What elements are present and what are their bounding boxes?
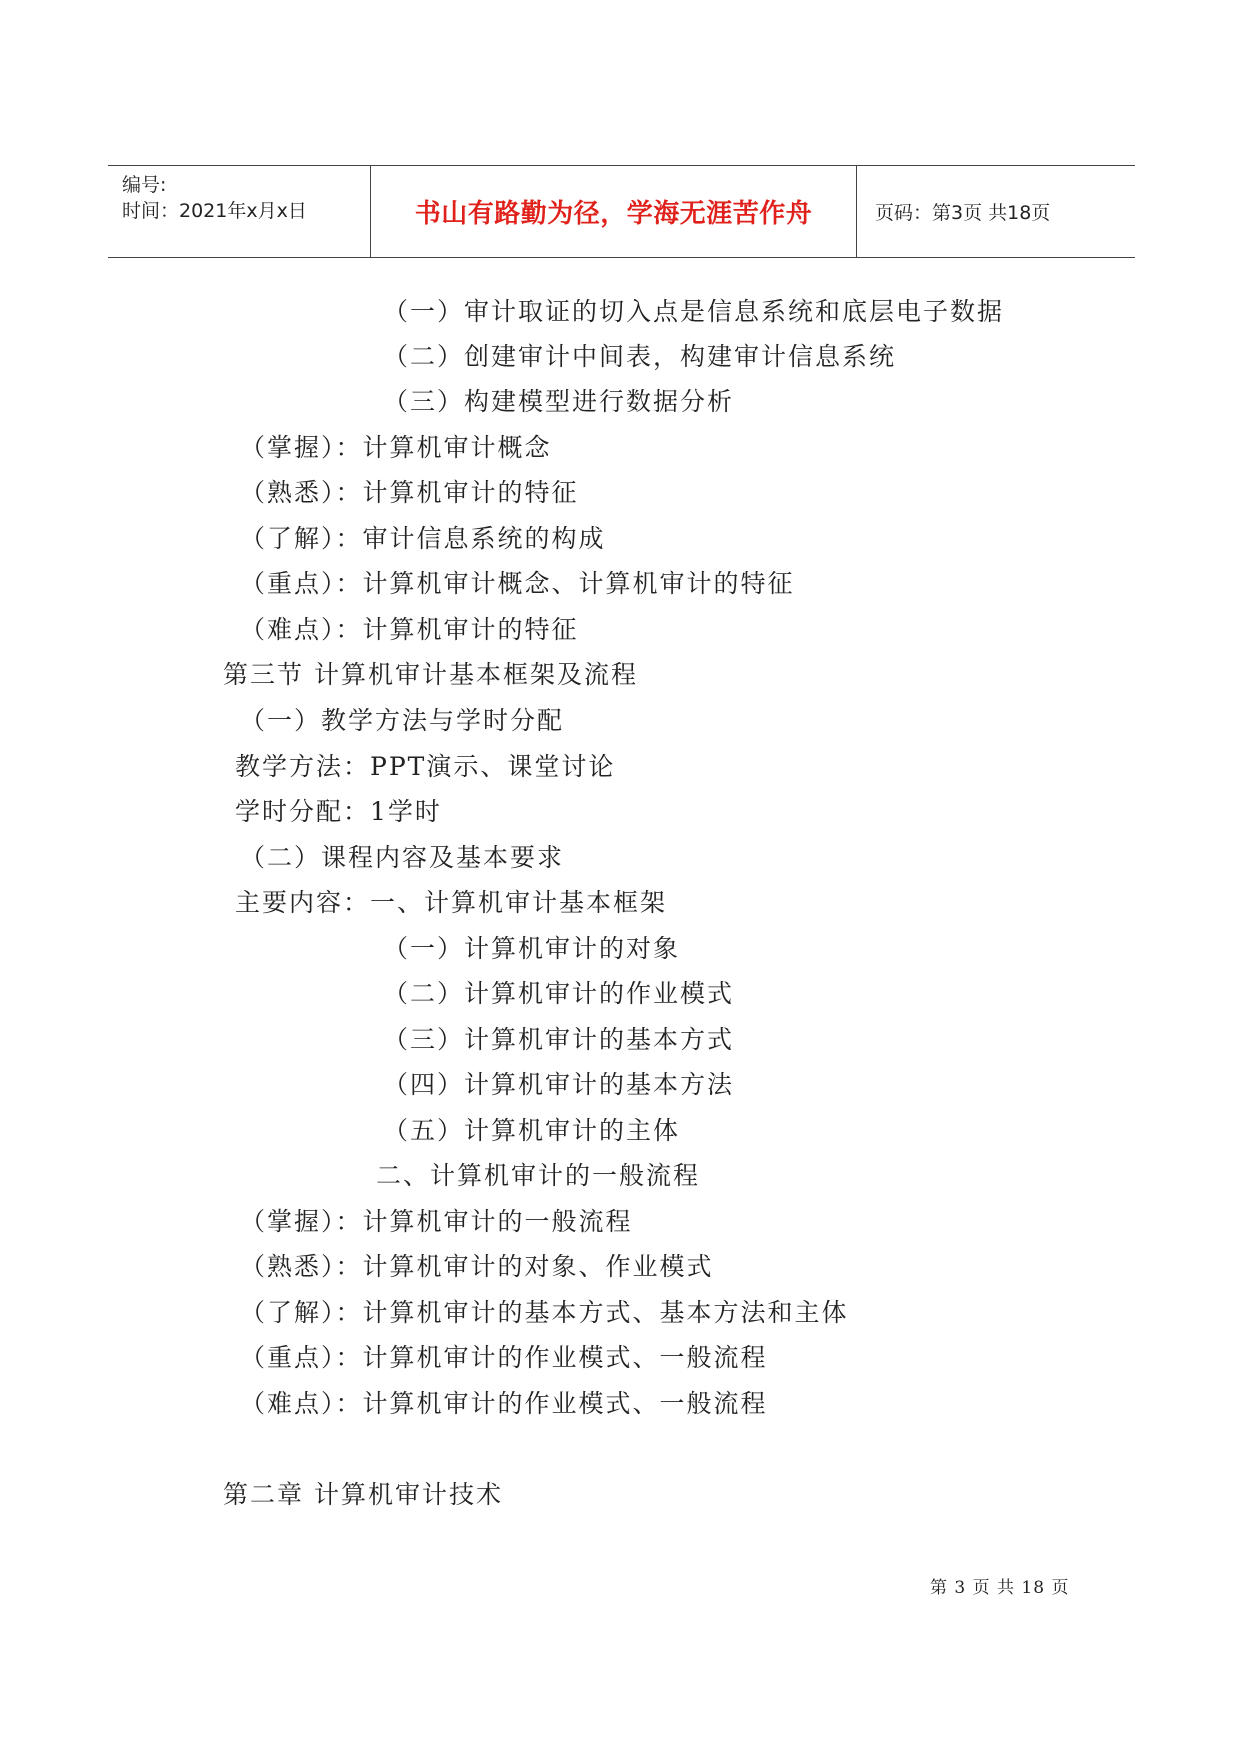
- content-line: （掌握）：计算机审计概念: [240, 433, 552, 462]
- content-line: （重点）：计算机审计的作业模式、一般流程: [240, 1343, 768, 1372]
- content-line: （三）构建模型进行数据分析: [383, 387, 735, 416]
- content-line: （二）计算机审计的作业模式: [383, 979, 735, 1008]
- content-line: （四）计算机审计的基本方法: [383, 1070, 735, 1099]
- content-line: （五）计算机审计的主体: [383, 1116, 681, 1145]
- content-line: （掌握）：计算机审计的一般流程: [240, 1207, 633, 1236]
- content-line: 二、计算机审计的一般流程: [376, 1161, 701, 1190]
- content-line: （了解）：审计信息系统的构成: [240, 524, 606, 553]
- content-line: （熟悉）：计算机审计的对象、作业模式: [240, 1252, 714, 1281]
- content-line: 主要内容：一、计算机审计基本框架: [235, 888, 668, 917]
- content-line: （一）计算机审计的对象: [383, 934, 681, 963]
- content-line: （一）审计取证的切入点是信息系统和底层电子数据: [383, 297, 1005, 326]
- chapter-heading: 第二章 计算机审计技术: [223, 1480, 503, 1509]
- content-line: （重点）：计算机审计概念、计算机审计的特征: [240, 569, 795, 598]
- content-line: （三）计算机审计的基本方式: [383, 1025, 735, 1054]
- content-line: 学时分配：1学时: [235, 797, 442, 826]
- document-number-label: 编号:: [122, 174, 167, 196]
- content-line: 教学方法：PPT演示、课堂讨论: [235, 752, 616, 781]
- page-header: [108, 165, 1135, 258]
- page-footer: 第 3 页 共 18 页: [930, 1578, 1070, 1598]
- header-page-code: 页码：第3页 共18页: [875, 202, 1051, 224]
- document-date: 时间：2021年x月x日: [122, 200, 307, 222]
- section-heading: 第三节 计算机审计基本框架及流程: [223, 660, 638, 689]
- content-line: （难点）：计算机审计的作业模式、一般流程: [240, 1389, 768, 1418]
- content-line: （难点）：计算机审计的特征: [240, 615, 579, 644]
- header-motto: 书山有路勤为径，学海无涯苦作舟: [370, 166, 857, 257]
- content-line: （一）教学方法与学时分配: [240, 706, 565, 735]
- content-line: （了解）：计算机审计的基本方式、基本方法和主体: [240, 1298, 849, 1327]
- header-info-cell: [108, 166, 370, 257]
- content-line: （二）课程内容及基本要求: [240, 843, 565, 872]
- content-line: （熟悉）：计算机审计的特征: [240, 478, 579, 507]
- content-line: （二）创建审计中间表，构建审计信息系统: [383, 342, 897, 371]
